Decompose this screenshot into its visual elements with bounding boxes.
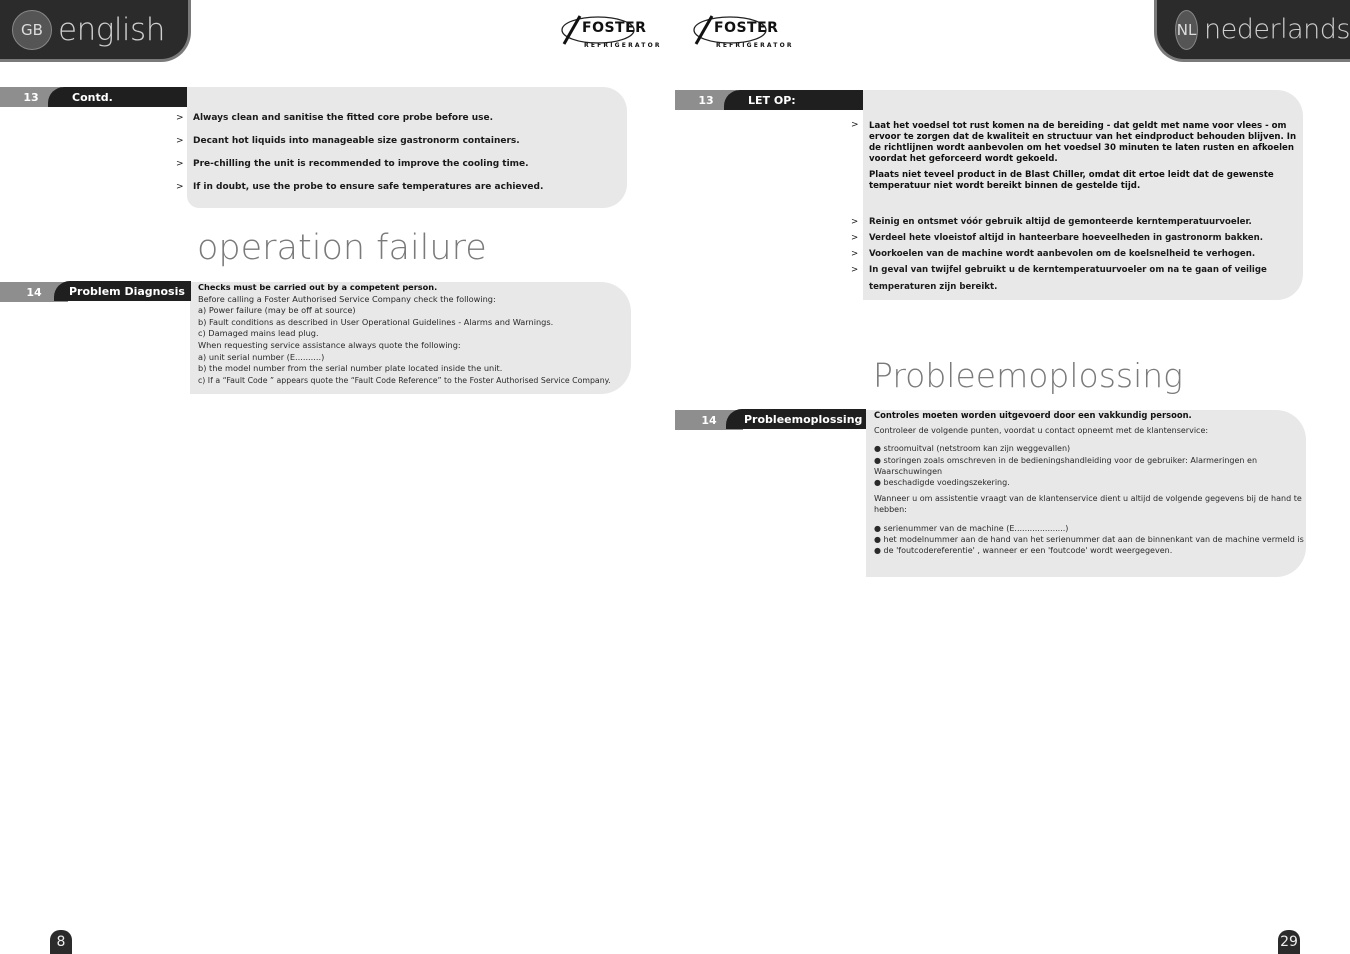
- page-number: 29: [1278, 930, 1300, 954]
- language-tab-nederlands: [1154, 0, 1350, 62]
- section-title: Problem Diagnosis: [54, 281, 191, 301]
- probleemoplossing-text: Controles moeten worden uitgevoerd door een vakkundig persoon. Controleer de volgende punten, voordat u contact opneemt met de klantenservice: ● stroomuitval (netstroom kan zijn weggevallen) ● storingen zoals omschreven in de bedieningshandleiding voor de gebruiker: Alarmeringen en Waarschuwingen ● beschadigde voedingszekering. Wanneer u om assistentie vraagt van de klantenservice dient u altijd de volgende gegevens bij de hand te hebben: ● serienummer van de machine (E....................) ● het modelnummer aan de hand van het serienummer dat aan de binnenkant van de machine vermeld is ● de 'foutcodereferentie' , wanneer er een 'foutcode' wordt weergegeven.: [874, 410, 1304, 556]
- section-heading: Probleemoplossing: [873, 356, 1183, 395]
- language-name: english: [58, 11, 165, 48]
- section-number: 14: [0, 282, 68, 302]
- logo-brand: FOSTER: [714, 20, 779, 36]
- let-op-paragraph: Laat het voedsel tot rust komen na de bereiding - dat geldt met name voor vlees - om ervoor te zorgen dat de kwaliteit en structuur van het eindproduct behouden blijven. In de richtlijnen wordt aanbevolen om het voedsel 30 minuten te laten rusten en afkoelen voordat het geforceerd wordt gekoeld. Plaats niet teveel product in de Blast Chiller, omdat dit ertoe leidt dat de gewenste temperatuur niet wordt bereikt binnen de gestelde tijd.: [869, 121, 1297, 191]
- page-number: 8: [50, 930, 72, 954]
- section-title: Probleemoplossing: [726, 409, 866, 429]
- language-code-badge: NL: [1175, 10, 1198, 50]
- language-tab-english: [0, 0, 191, 62]
- language-code-badge: GB: [12, 10, 52, 50]
- section-heading: operation failure: [197, 228, 487, 268]
- section-title: LET OP:: [724, 90, 863, 110]
- section-number: 14: [675, 410, 743, 430]
- foster-logo: [558, 14, 662, 54]
- logo-sub: REFRIGERATOR: [716, 42, 794, 49]
- language-name: nederlands: [1204, 14, 1350, 45]
- foster-logo: [690, 14, 794, 54]
- list-item-continuation: temperaturen zijn bereikt.: [869, 282, 998, 292]
- section-number: 13: [675, 90, 737, 110]
- section-title: Contd.: [48, 87, 187, 107]
- problem-diagnosis-text: Checks must be carried out by a competent person. Before calling a Foster Authorised Service Company check the following: a) Power failure (may be off at source) b) Fault conditions as described in User Operational Guidelines - Alarms and Warnings. c) Damaged mains lead plug. When requesting service assistance always quote the following: a) unit serial number (E..........) b) the model number from the serial number plate located inside the unit. c) If a “Fault Code ” appears quote the “Fault Code Reference” to the Foster Authorised Service Company.: [198, 282, 611, 385]
- logo-sub: REFRIGERATOR: [584, 42, 662, 49]
- section-number: 13: [0, 87, 62, 107]
- bullet-marker: >: [851, 120, 859, 130]
- logo-brand: FOSTER: [582, 20, 647, 36]
